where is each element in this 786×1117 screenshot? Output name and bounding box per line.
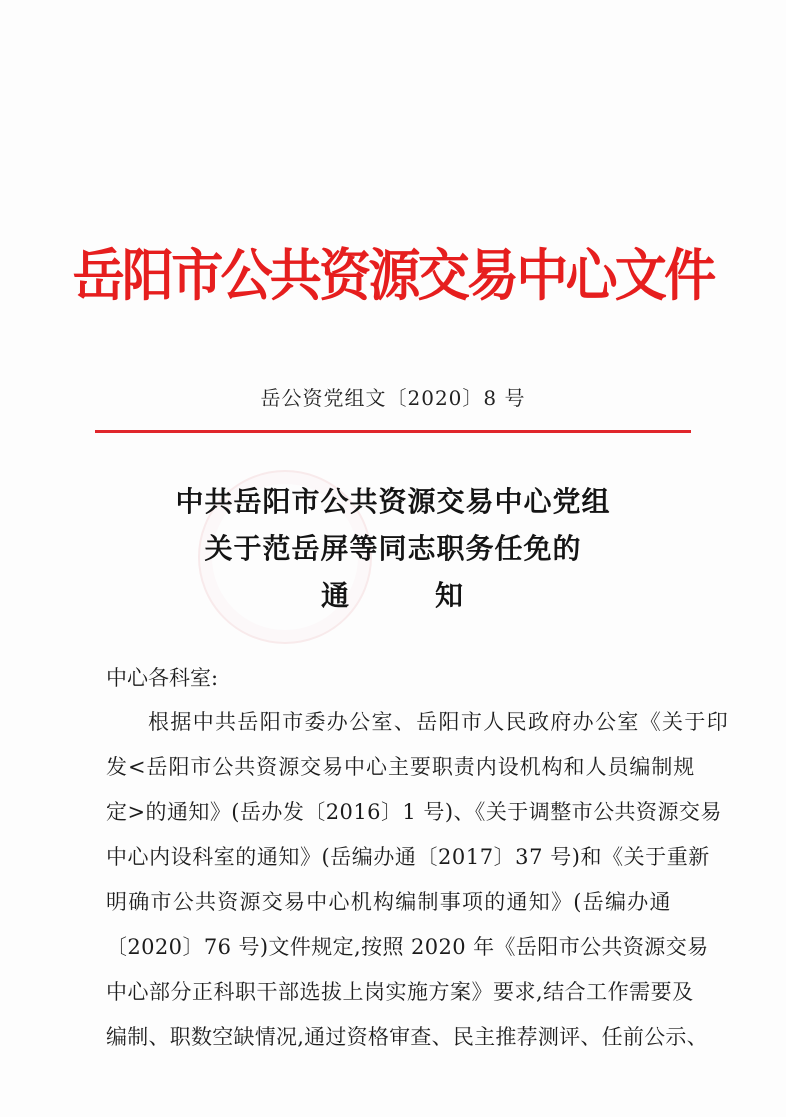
body-line-6: 〔2020〕76 号)文件规定,按照 2020 年《岳阳市公共资源交易 xyxy=(106,935,709,959)
document-number: 岳公资党组文〔2020〕8 号 xyxy=(260,386,526,410)
body-line-5: 明确市公共资源交易中心机构编制事项的通知》(岳编办通 xyxy=(106,890,672,914)
body-line-2: 发<岳阳市公共资源交易中心主要职责内设机构和人员编制规 xyxy=(106,755,696,779)
body-line-1: 根据中共岳阳市委办公室、岳阳市人民政府办公室《关于印 xyxy=(148,710,730,734)
notice-title-line-1: 中共岳阳市公共资源交易中心党组 xyxy=(175,485,611,518)
notice-title-word-2: 知 xyxy=(435,579,466,612)
red-separator-line xyxy=(95,430,691,433)
body-line-7: 中心部分正科职干部选拔上岗实施方案》要求,结合工作需要及 xyxy=(106,980,694,1004)
body-line-8: 编制、职数空缺情况,通过资格审查、民主推荐测评、任前公示、 xyxy=(106,1025,708,1049)
body-line-3: 定>的通知》(岳办发〔2016〕1 号)、《关于调整市公共资源交易 xyxy=(106,800,722,824)
body-line-4: 中心内设科室的通知》(岳编办通〔2017〕37 号)和《关于重新 xyxy=(106,845,710,869)
addressee-line: 中心各科室: xyxy=(106,666,219,690)
notice-title-word-1: 通 xyxy=(320,579,351,612)
notice-title-line-3 xyxy=(0,574,786,614)
org-red-header: 岳阳市公共资源交易中心文件 xyxy=(72,244,714,309)
notice-title-line-2: 关于范岳屏等同志职务任免的 xyxy=(204,532,582,565)
